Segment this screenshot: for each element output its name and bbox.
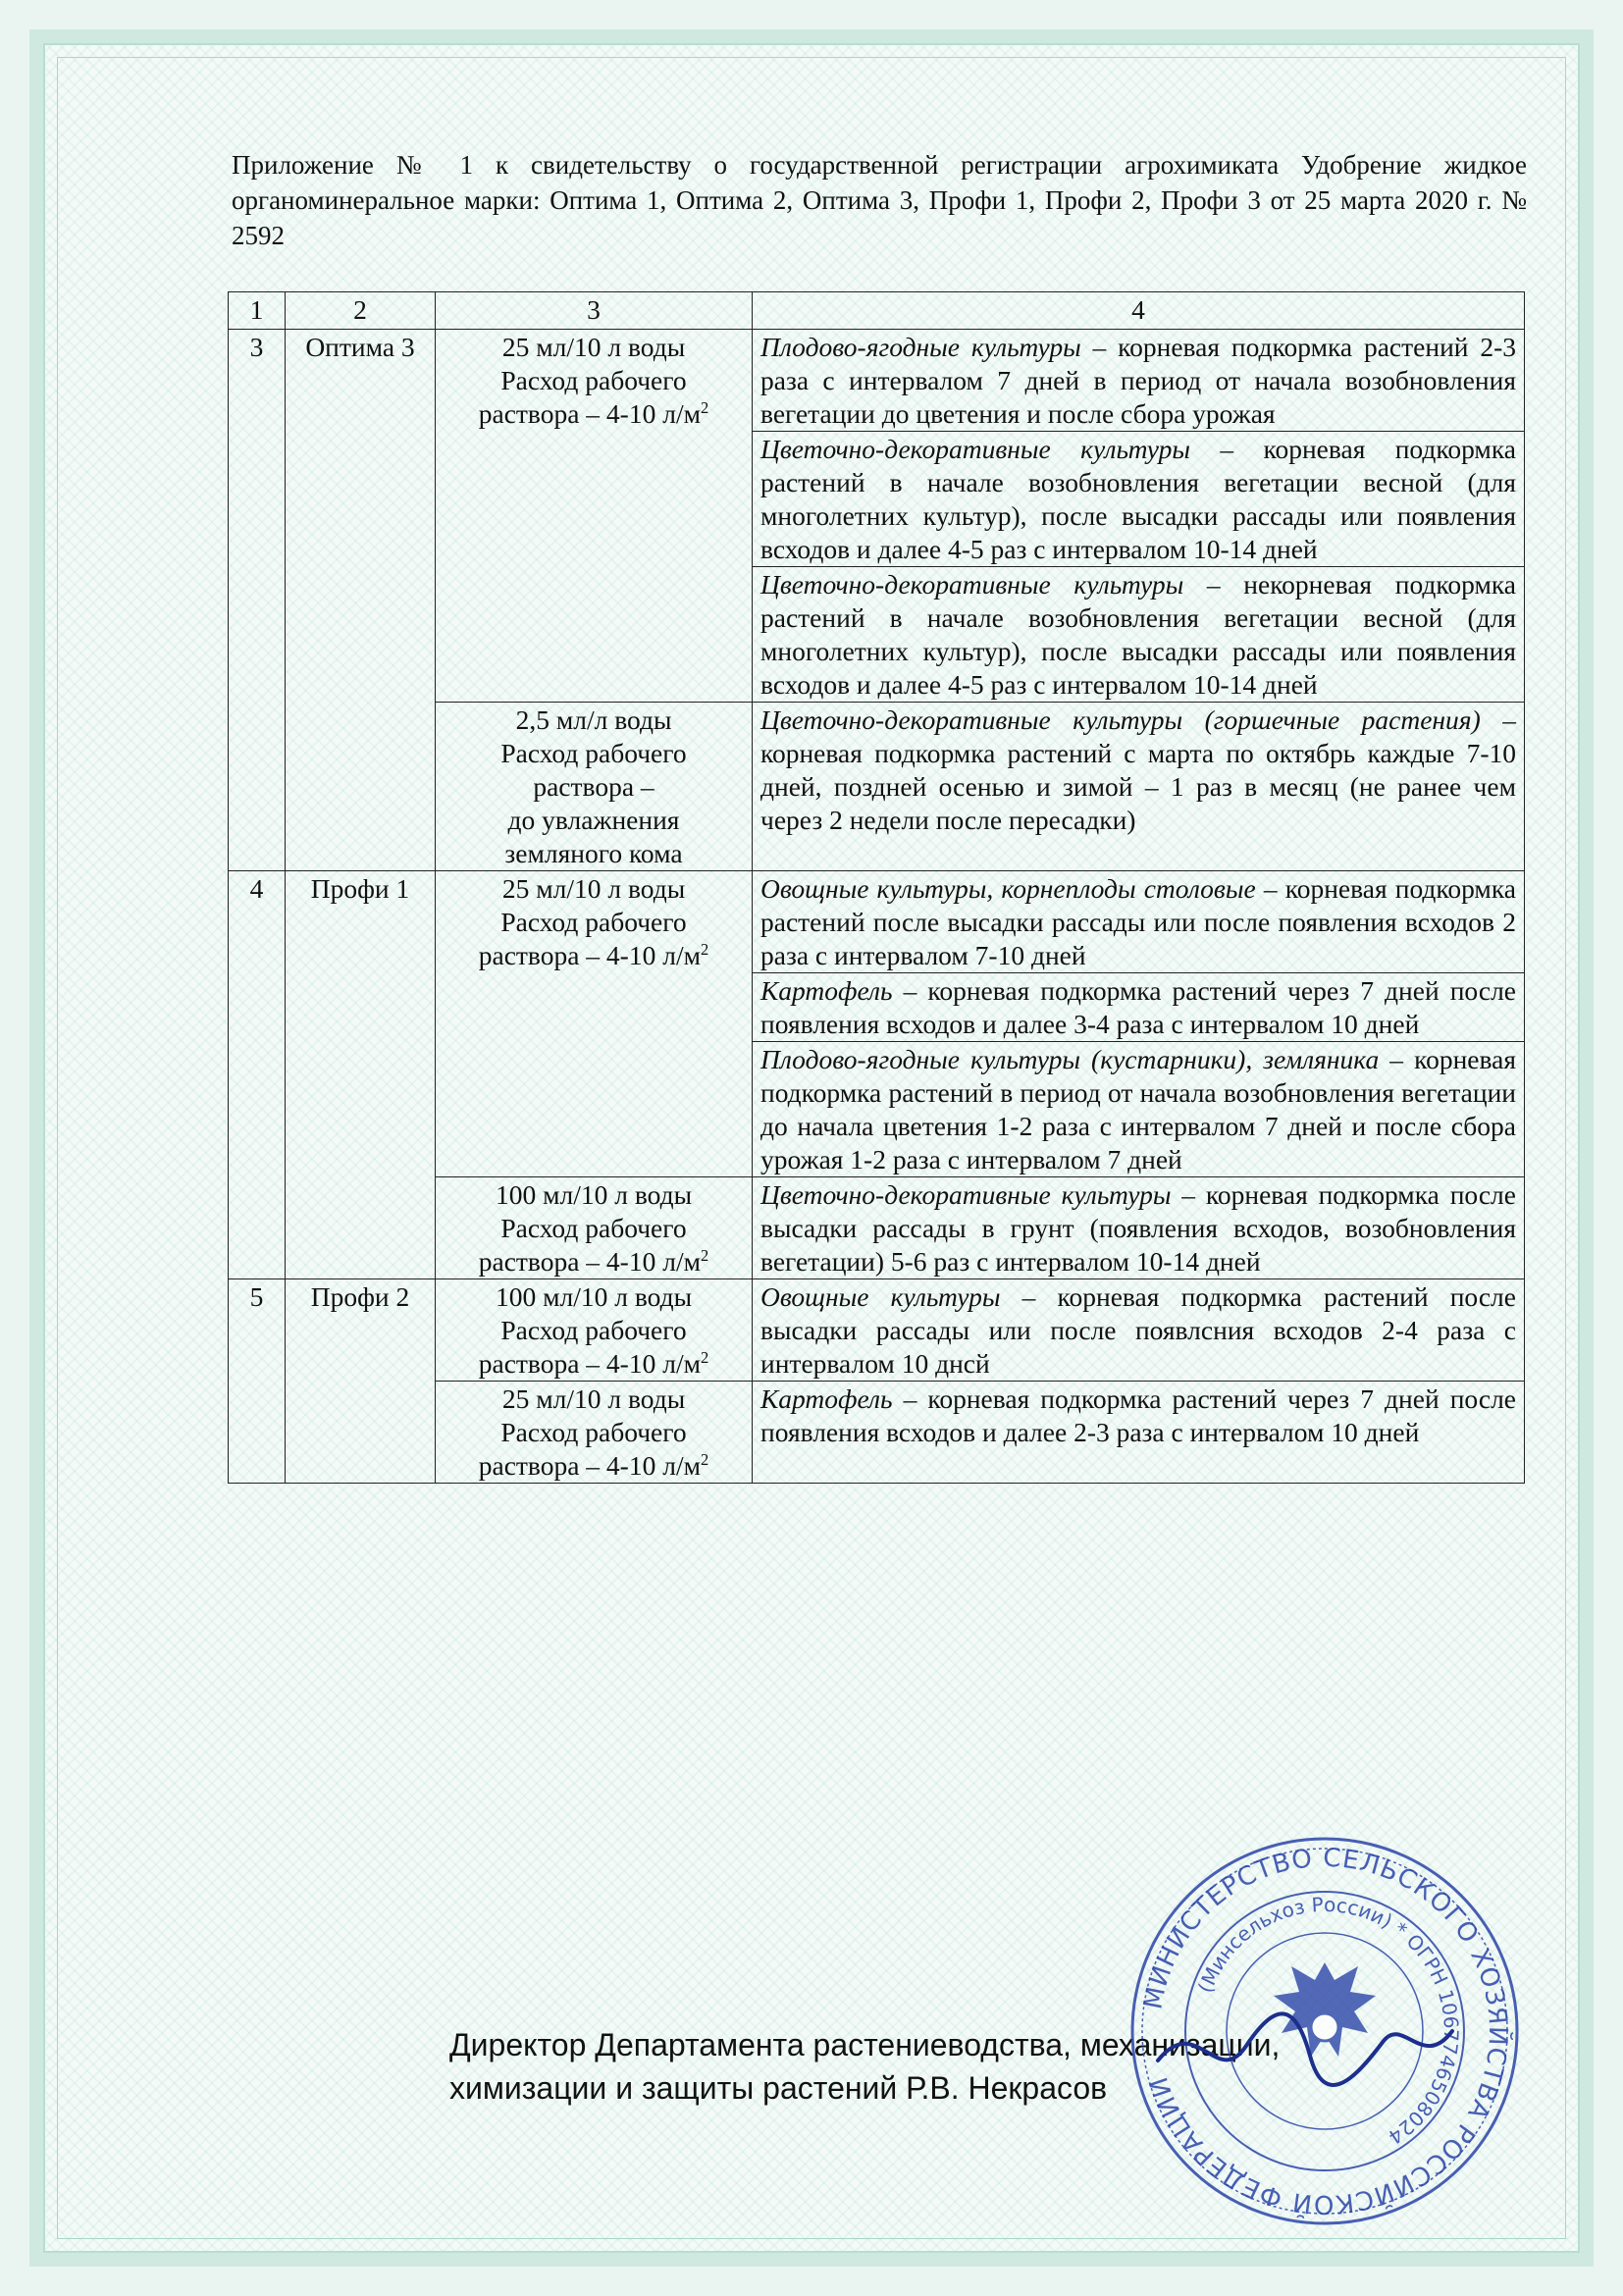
stamp-outer-text: МИНИСТЕРСТВО СЕЛЬСКОГО ХОЗЯЙСТВА РОССИЙСКОЙ ФЕДЕРАЦИИ [1138, 1843, 1513, 2219]
dose-line [444, 1347, 744, 1381]
dose-line: Расход рабочего [500, 365, 687, 395]
dose-cell [436, 1279, 753, 1382]
product-name: Профи 1 [286, 871, 436, 1279]
fertilizer-usage-table [228, 291, 1525, 1484]
dose-line [444, 1449, 744, 1483]
dose-line: земляного кома [504, 838, 683, 868]
column-header: 3 [436, 292, 753, 330]
signature-line: химизации и защиты растений Р.В. Некрасов [449, 2070, 1108, 2106]
dose-line: 25 мл/10 л воды [501, 1383, 686, 1414]
application-cell [753, 330, 1525, 432]
application-cell [753, 871, 1525, 973]
dose-text: раствора – 4-10 л/м [478, 940, 701, 970]
row-number: 4 [229, 871, 286, 1279]
table-row [229, 330, 1525, 432]
dose-line: 25 мл/10 л воды [501, 332, 686, 362]
dose-cell [436, 1177, 753, 1279]
product-name: Оптима 3 [286, 330, 436, 871]
dose-line: Расход рабочего [500, 1315, 687, 1345]
column-header: 1 [229, 292, 286, 330]
dose-line: 25 мл/10 л воды [501, 873, 686, 904]
crop-name: Плодово-ягодные культуры [760, 332, 1081, 362]
row-number: 5 [229, 1279, 286, 1484]
dose-line: Расход рабочего [500, 738, 687, 768]
dose-cell [436, 330, 753, 703]
dose-text: раствора – 4-10 л/м [478, 1450, 701, 1481]
dose-line: 100 мл/10 л воды [495, 1179, 693, 1210]
table-row [229, 871, 1525, 973]
application-text: – корневая подкормка после высадки рассады в грунт (появления всходов, возобновления вегетации) 5-6 раз с интервалом 10-14 дней [760, 1179, 1516, 1277]
application-text: – корневая подкормка растений через 7 дней после появления всходов и далее 2-3 раза с интервалом 10 дней [760, 1383, 1516, 1447]
application-text: – некорневая подкормка растений в начале возобновления вегетации весной (для многолетних культур), после высадки рассады или появления всходов и далее 4-5 раз с интервалом 10-14 дней [760, 569, 1516, 700]
dose-line [444, 397, 744, 431]
dose-cell [436, 1382, 753, 1484]
dose-line: Расход рабочего [500, 1213, 687, 1243]
table-header-row [229, 292, 1525, 330]
row-number: 3 [229, 330, 286, 871]
application-cell [753, 703, 1525, 871]
crop-name: Цветочно-декоративные культуры [760, 1179, 1172, 1210]
application-text: – корневая подкормка растений с марта по октябрь каждые 7-10 дней, поздней осенью и зимой – 1 раз в месяц (не ранее чем через 2 недели после пересадки) [760, 704, 1516, 835]
application-text: – корневая подкормка растений в период от начала возобновления вегетации до начала цветения 1-2 раза с интервалом 7 дней и после сбора урожая 1-2 раза с интервалом 7 дней [760, 1044, 1516, 1174]
dose-superscript: 2 [700, 397, 709, 417]
application-text: – корневая подкормка растений после высадки рассады или после появлсния всходов 2-4 раза с интервалом 10 днсй [760, 1281, 1516, 1379]
dose-line [444, 1245, 744, 1278]
dose-text: раствора – 4-10 л/м [478, 398, 701, 429]
stamp-inner-text: (Минсельхоз России) * ОГРН 1067746508024 [1193, 1892, 1464, 2150]
application-text: – корневая подкормка растений после высадки рассады или после появления всходов 2 раза с интервалом 7-10 дней [760, 873, 1516, 970]
dose-text: раствора – 4-10 л/м [478, 1348, 701, 1379]
application-cell [753, 1177, 1525, 1279]
dose-cell [436, 703, 753, 871]
eagle-emblem-icon [1274, 1962, 1376, 2057]
dose-line: Расход рабочего [500, 1417, 687, 1447]
crop-name: Плодово-ягодные культуры (кустарники), земляника [760, 1044, 1380, 1074]
dose-superscript: 2 [700, 1449, 709, 1469]
crop-name: Цветочно-декоративные культуры [760, 569, 1184, 600]
application-text: – корневая подкормка растений в начале возобновления вегетации весной (для многолетних культур), после высадки рассады или появления всходов и далее 4-5 раз с интервалом 10-14 дней [760, 434, 1516, 564]
application-cell [753, 567, 1525, 703]
crop-name: Овощные культуры [760, 1281, 1001, 1312]
application-text: – корневая подкормка растений 2-3 раза с интервалом 7 дней в период от начала возобновления вегетации до цветения и после сбора урожая [760, 332, 1516, 429]
crop-name: Цветочно-декоративные культуры [760, 434, 1190, 464]
table-row [229, 1279, 1525, 1382]
dose-line: до увлажнения [507, 805, 680, 835]
dose-line: раствора – [533, 771, 654, 802]
column-header: 4 [753, 292, 1525, 330]
dose-superscript: 2 [700, 1245, 709, 1265]
application-cell [753, 1382, 1525, 1484]
product-name: Профи 2 [286, 1279, 436, 1484]
appendix-header: Приложение № 1 к свидетельству о государственной регистрации агрохимиката Удобрение жидкое органоминеральное марки: Оптима 1, Оптима 2, Оптима 3, Профи 1, Профи 2, Профи 3 от 25 марта 2020 г. № 2592 [232, 150, 1527, 250]
dose-line: 2,5 мл/л воды [515, 704, 672, 735]
application-cell [753, 1279, 1525, 1382]
dose-superscript: 2 [700, 939, 709, 959]
application-cell [753, 432, 1525, 567]
dose-superscript: 2 [700, 1347, 709, 1367]
dose-line: Расход рабочего [500, 907, 687, 937]
dose-text: раствора – 4-10 л/м [478, 1246, 701, 1277]
dose-cell [436, 871, 753, 1177]
crop-name: Картофель [760, 975, 893, 1006]
dose-line [444, 939, 744, 972]
crop-name: Картофель [760, 1383, 893, 1414]
crop-name: Овощные культуры, корнеплоды столовые [760, 873, 1256, 904]
crop-name: Цветочно-декоративные культуры (горшечные растения) [760, 704, 1481, 735]
dose-line: 100 мл/10 л воды [495, 1281, 693, 1312]
application-cell [753, 1042, 1525, 1177]
column-header: 2 [286, 292, 436, 330]
application-text: – корневая подкормка растений через 7 дней после появления всходов и далее 3-4 раза с интервалом 10 дней [760, 975, 1516, 1039]
application-cell [753, 973, 1525, 1042]
official-seal-stamp [1128, 1835, 1521, 2227]
signature-line: Директор Департамента растениеводства, механизации, [449, 2027, 1281, 2062]
